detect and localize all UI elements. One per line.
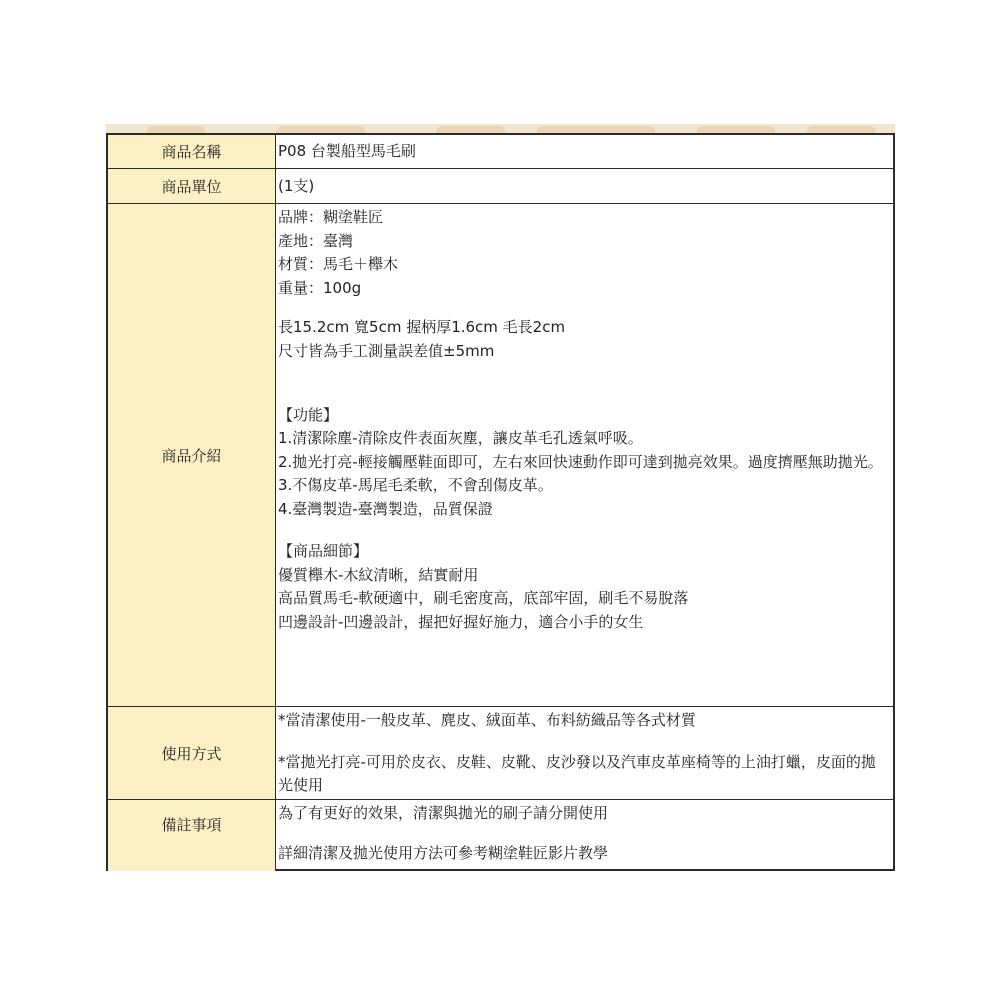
value-product-name: P08 台製船型馬毛刷 bbox=[278, 142, 416, 160]
usage-line: *當清潔使用-一般皮革、麂皮、絨面革、布料紡織品等各式材質 bbox=[278, 711, 696, 729]
value-notes bbox=[277, 800, 893, 871]
row-usage bbox=[108, 707, 893, 800]
label-product-unit: 商品單位 bbox=[108, 169, 276, 203]
intro-line: 材質：馬毛＋櫸木 bbox=[278, 255, 399, 273]
notes-line: 詳細清潔及拋光使用方法可參考糊塗鞋匠影片教學 bbox=[278, 843, 609, 862]
intro-spacer bbox=[278, 521, 887, 540]
intro-line: 長15.2cm 寬5cm 握柄厚1.6cm 毛長2cm bbox=[278, 318, 566, 336]
intro-line: 凹邊設計-凹邊設計，握把好握好施力，適合小手的女生 bbox=[278, 612, 644, 631]
label-usage: 使用方式 bbox=[108, 707, 276, 799]
intro-line: 3.不傷皮革-馬尾毛柔軟，不會刮傷皮革。 bbox=[278, 476, 553, 494]
intro-line: 重量：100g bbox=[278, 278, 362, 297]
notes-line: 為了有更好的效果，清潔與拋光的刷子請分開使用 bbox=[278, 804, 609, 822]
row-product-name bbox=[108, 135, 893, 169]
intro-line: 1.清潔除塵-清除皮件表面灰塵，讓皮革毛孔透氣呼吸。 bbox=[278, 429, 643, 447]
row-product-intro bbox=[108, 204, 893, 707]
value-product-intro bbox=[277, 204, 893, 706]
value-product-unit: (1支) bbox=[278, 177, 315, 195]
row-product-unit bbox=[108, 169, 893, 204]
intro-section-function: 【功能】 bbox=[278, 405, 339, 424]
product-spec-table bbox=[106, 133, 895, 871]
label-product-name: 商品名稱 bbox=[108, 135, 276, 168]
usage-line: *當拋光打亮-可用於皮衣、皮鞋、皮靴、皮沙發以及汽車皮革座椅等的上油打蠟，皮面的拋光使用 bbox=[278, 752, 876, 794]
label-product-intro: 商品介紹 bbox=[108, 204, 276, 706]
intro-line: 高品質馬毛-軟硬適中，刷毛密度高，底部牢固，刷毛不易脫落 bbox=[278, 589, 689, 607]
intro-spacer bbox=[278, 363, 887, 387]
notes-spacer bbox=[278, 826, 887, 842]
intro-spacer bbox=[278, 387, 887, 404]
intro-spacer bbox=[278, 300, 887, 316]
value-usage bbox=[277, 707, 893, 799]
intro-line: 2.拋光打亮-輕接觸壓鞋面即可，左右來回快速動作即可達到拋亮效果。過度擠壓無助拋光。 bbox=[278, 452, 883, 471]
intro-line: 4.臺灣製造-臺灣製造，品質保證 bbox=[278, 499, 493, 518]
intro-line: 產地：臺灣 bbox=[278, 231, 354, 250]
intro-section-details: 【商品細節】 bbox=[278, 542, 369, 560]
row-notes bbox=[108, 800, 893, 871]
usage-spacer bbox=[278, 733, 887, 751]
intro-line: 品牌：糊塗鞋匠 bbox=[278, 208, 384, 226]
label-notes: 備註事項 bbox=[108, 800, 276, 871]
intro-line: 尺寸皆為手工測量誤差值±5mm bbox=[278, 341, 495, 360]
intro-line: 優質櫸木-木紋清晰，結實耐用 bbox=[278, 565, 479, 584]
